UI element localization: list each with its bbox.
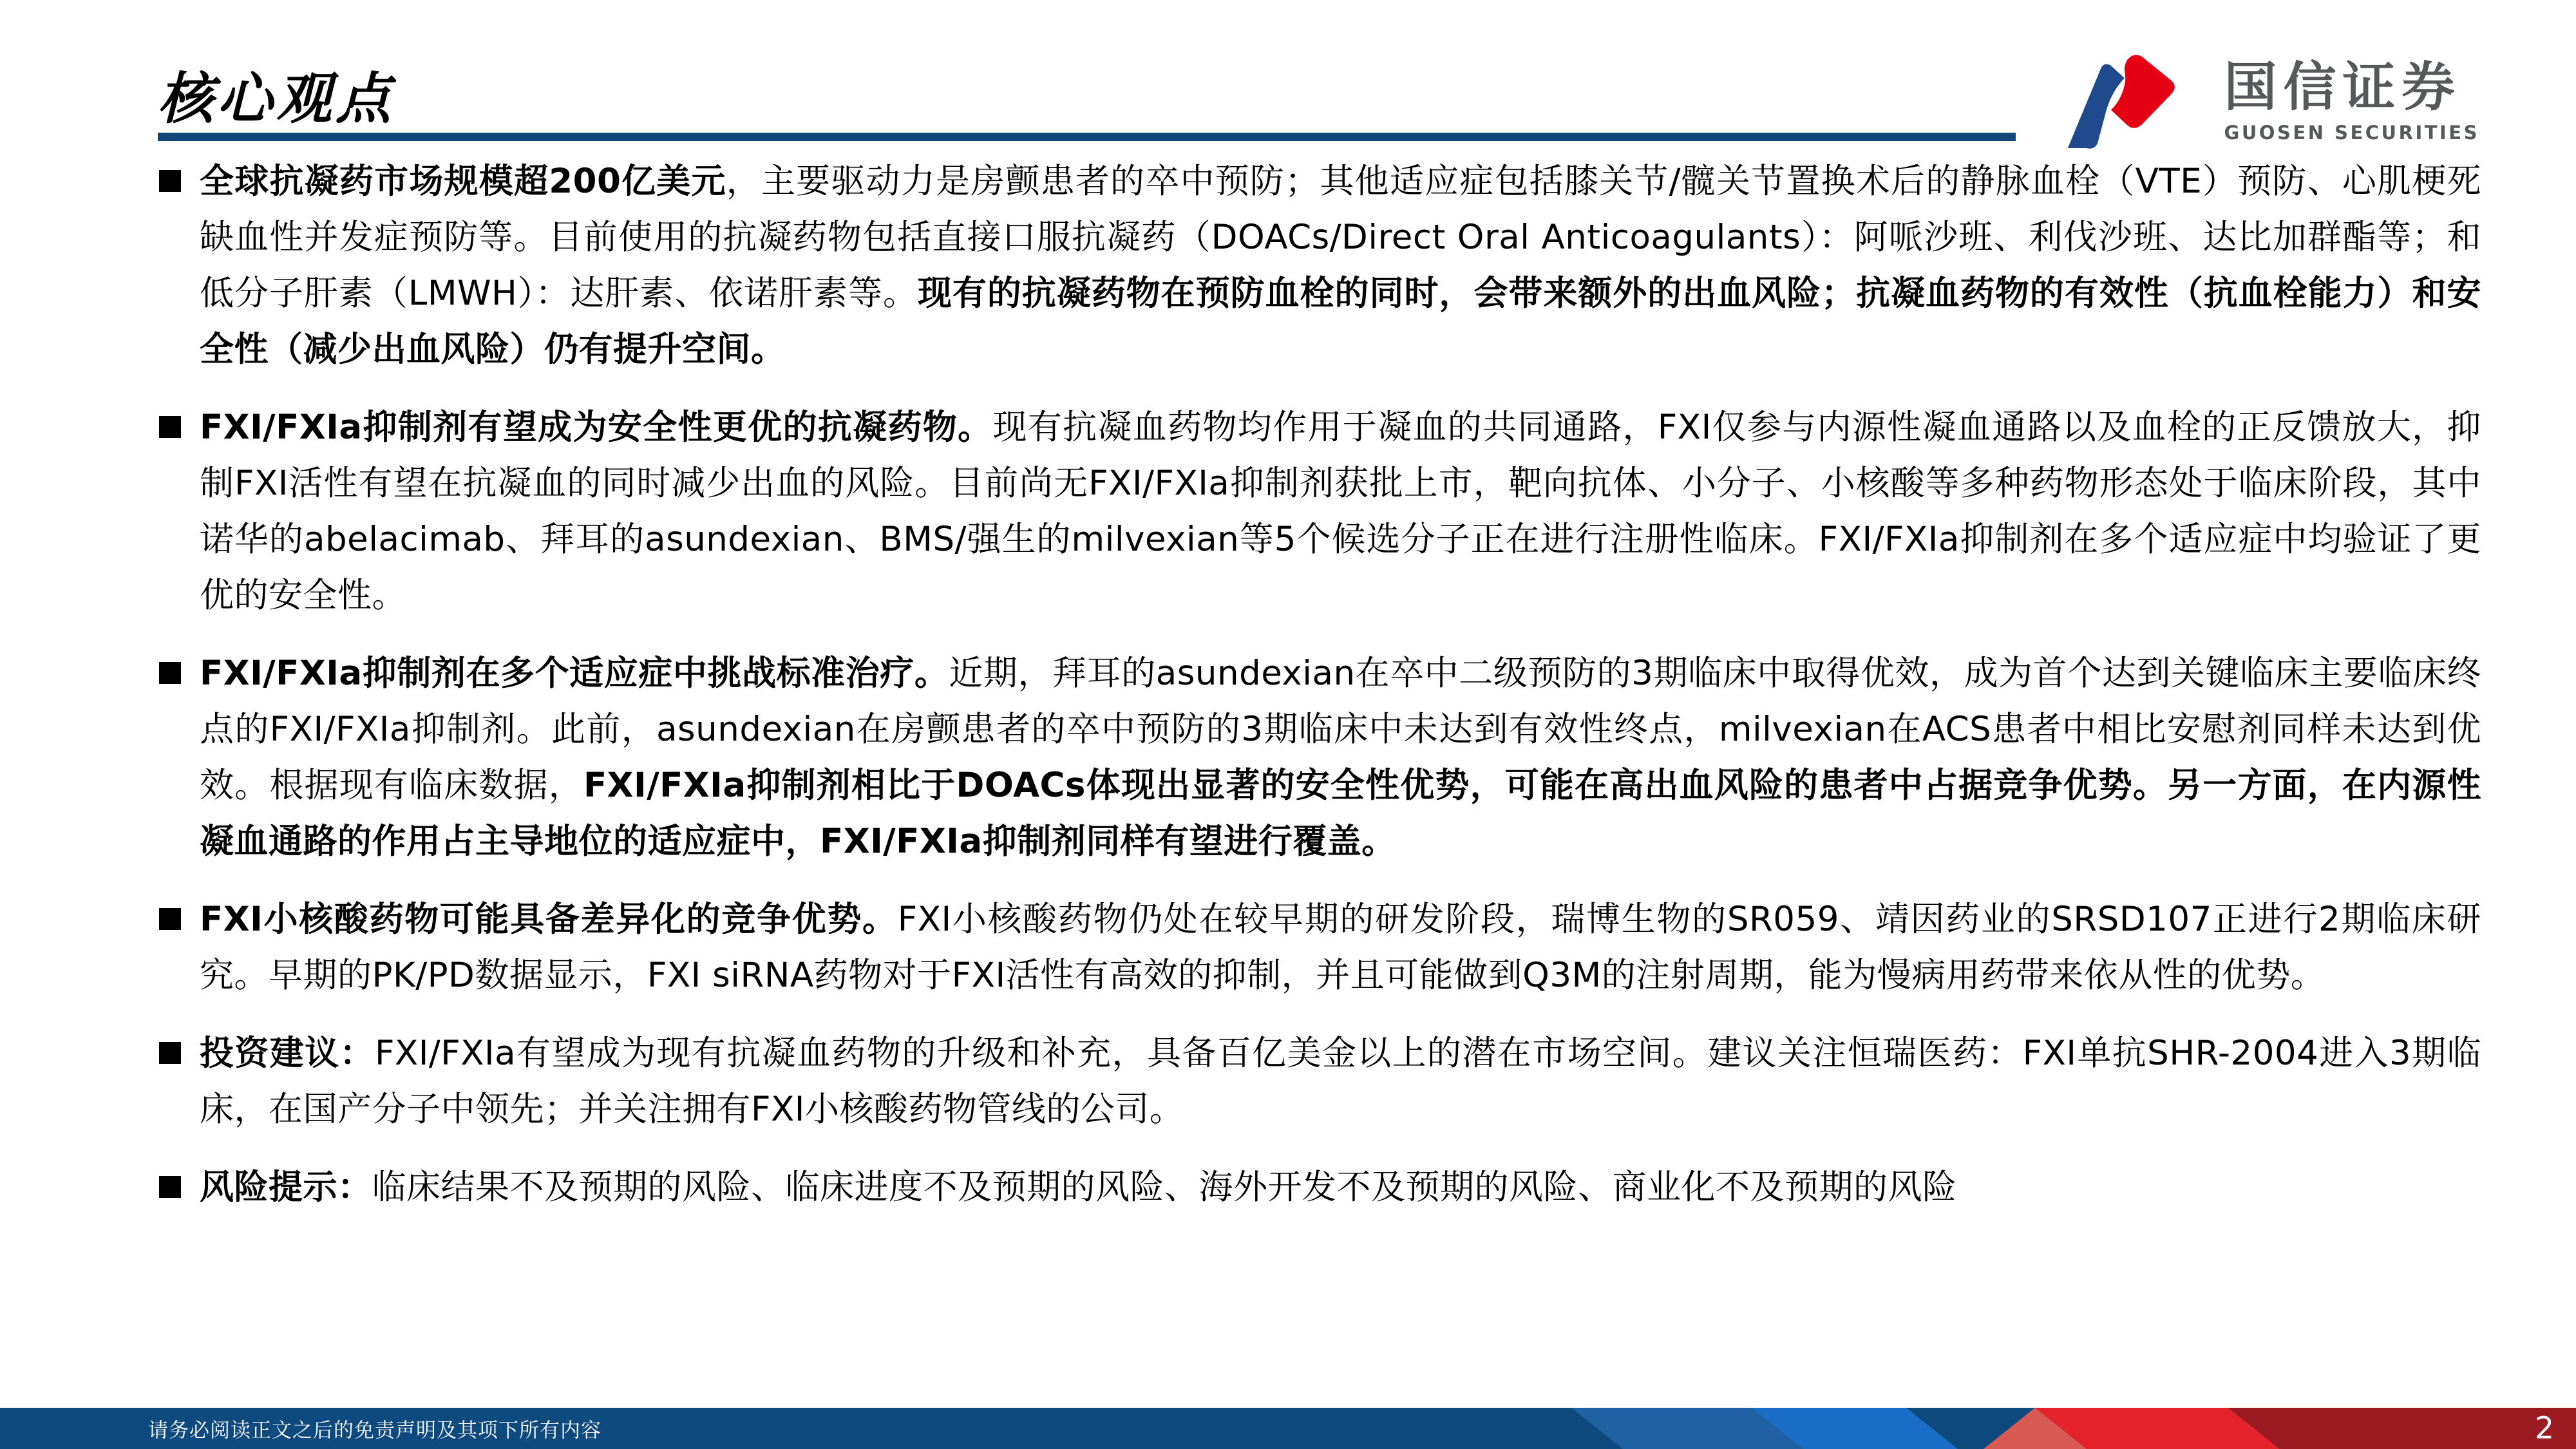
bullet-segment: 现有的抗凝药物在预防血栓的同时，会带来额外的出血风险；抗凝血药物的有效性（抗血栓能力）和安全性（减少出血风险）仍有提升空间。: [200, 274, 2481, 369]
bullet-item: [158, 399, 2481, 623]
logo-name-en: GUOSEN SECURITIES: [2224, 122, 2479, 144]
bullet-segment: FXI/FXIa抑制剂在多个适应症中挑战标准治疗。: [200, 654, 949, 693]
bullet-square-icon: [159, 1042, 181, 1064]
logo-name-cn: 国信证券: [2224, 56, 2461, 118]
bullet-square-icon: [159, 170, 181, 192]
bullet-text: [200, 1168, 1957, 1207]
footer-decoration-shapes: [1546, 1408, 2576, 1449]
bullet-segment: FXI/FXIa抑制剂有望成为安全性更优的抗凝药物。: [200, 408, 993, 447]
bullet-list: [158, 153, 2481, 1237]
bullet-text: [200, 1034, 2481, 1129]
title-underline: [158, 133, 2016, 141]
bullet-square-icon: [159, 908, 181, 930]
bullet-segment: ，主要驱动力是房颤患者的卒中预防；其他适应症包括膝关节/髋关节置换术后的静脉血栓（VTE）预防、心肌梗死缺血性并发症预防等。目前使用的抗凝药物包括直接口服抗凝药（DOACs/Direct Oral Anticoagulants）：阿哌沙班、利伐沙班、达比加群酯等；和低分子肝素（LMWH）：达肝素、依诺肝素等。: [200, 162, 2481, 313]
bullet-item: [158, 891, 2481, 1003]
bullet-segment: 近期，拜耳的asundexian在卒中二级预防的3期临床中取得优效，成为首个达到关键临床主要临床终点的FXI/FXIa抑制剂。此前，asundexian在房颤患者的卒中预防的3期临床中未达到有效性终点，milvexian在ACS患者中相比安慰剂同样未达到优效。根据现有临床数据，: [200, 654, 2481, 805]
bullet-text: [200, 408, 2481, 615]
company-logo: [2038, 50, 2479, 153]
disclaimer-text: 请务必阅读正文之后的免责声明及其项下所有内容: [148, 1419, 601, 1443]
bullet-item: [158, 1159, 2481, 1215]
bullet-text: [200, 900, 2481, 995]
bullet-segment: 临床结果不及预期的风险、临床进度不及预期的风险、海外开发不及预期的风险、商业化不及预期的风险: [372, 1168, 1957, 1207]
bullet-segment: FXI/FXIa有望成为现有抗凝血药物的升级和补充，具备百亿美金以上的潜在市场空间。建议关注恒瑞医药：FXI单抗SHR-2004进入3期临床，在国产分子中领先；并关注拥有FXI小核酸药物管线的公司。: [200, 1034, 2481, 1129]
bullet-segment: 风险提示：: [200, 1168, 372, 1207]
bullet-text: [200, 654, 2481, 861]
bullet-segment: 现有抗凝血药物均作用于凝血的共同通路，FXI仅参与内源性凝血通路以及血栓的正反馈放大，抑制FXI活性有望在抗凝血的同时减少出血的风险。目前尚无FXI/FXIa抑制剂获批上市，靶向抗体、小分子、小核酸等多种药物形态处于临床阶段，其中诺华的abelacimab、拜耳的asundexian、BMS/强生的milvexian等5个候选分子正在进行注册性临床。FXI/FXIa抑制剂在多个适应症中均验证了更优的安全性。: [200, 408, 2481, 615]
bullet-item: [158, 645, 2481, 869]
bullet-segment: FXI/FXIa抑制剂相比于DOACs体现出显著的安全性优势，可能在高出血风险的患者中占据竞争优势。另一方面，在内源性凝血通路的作用占主导地位的适应症中，FXI/FXIa抑制剂同样有望进行覆盖。: [200, 766, 2482, 861]
page-title: 核心观点: [158, 67, 395, 131]
logo-text: [2224, 56, 2479, 144]
bullet-item: [158, 153, 2481, 377]
bullet-square-icon: [159, 1176, 181, 1198]
bullet-segment: 投资建议：: [200, 1034, 375, 1073]
bullet-text: [200, 162, 2481, 369]
footer-bar: [0, 1408, 2576, 1449]
bullet-square-icon: [159, 416, 181, 438]
bullet-item: [158, 1025, 2481, 1137]
bullet-square-icon: [159, 662, 181, 684]
guosen-logo-icon: [2038, 50, 2205, 153]
bullet-segment: 全球抗凝药市场规模超200亿美元: [200, 162, 726, 201]
bullet-segment: FXI小核酸药物可能具备差异化的竞争优势。: [200, 900, 898, 939]
bullet-segment: FXI小核酸药物仍处在较早期的研发阶段，瑞博生物的SR059、靖因药业的SRSD107正进行2期临床研究。早期的PK/PD数据显示，FXI siRNA药物对于FXI活性有高效的抑制，并且可能做到Q3M的注射周期，能为慢病用药带来依从性的优势。: [200, 900, 2481, 995]
page-number: 2: [2535, 1410, 2554, 1446]
